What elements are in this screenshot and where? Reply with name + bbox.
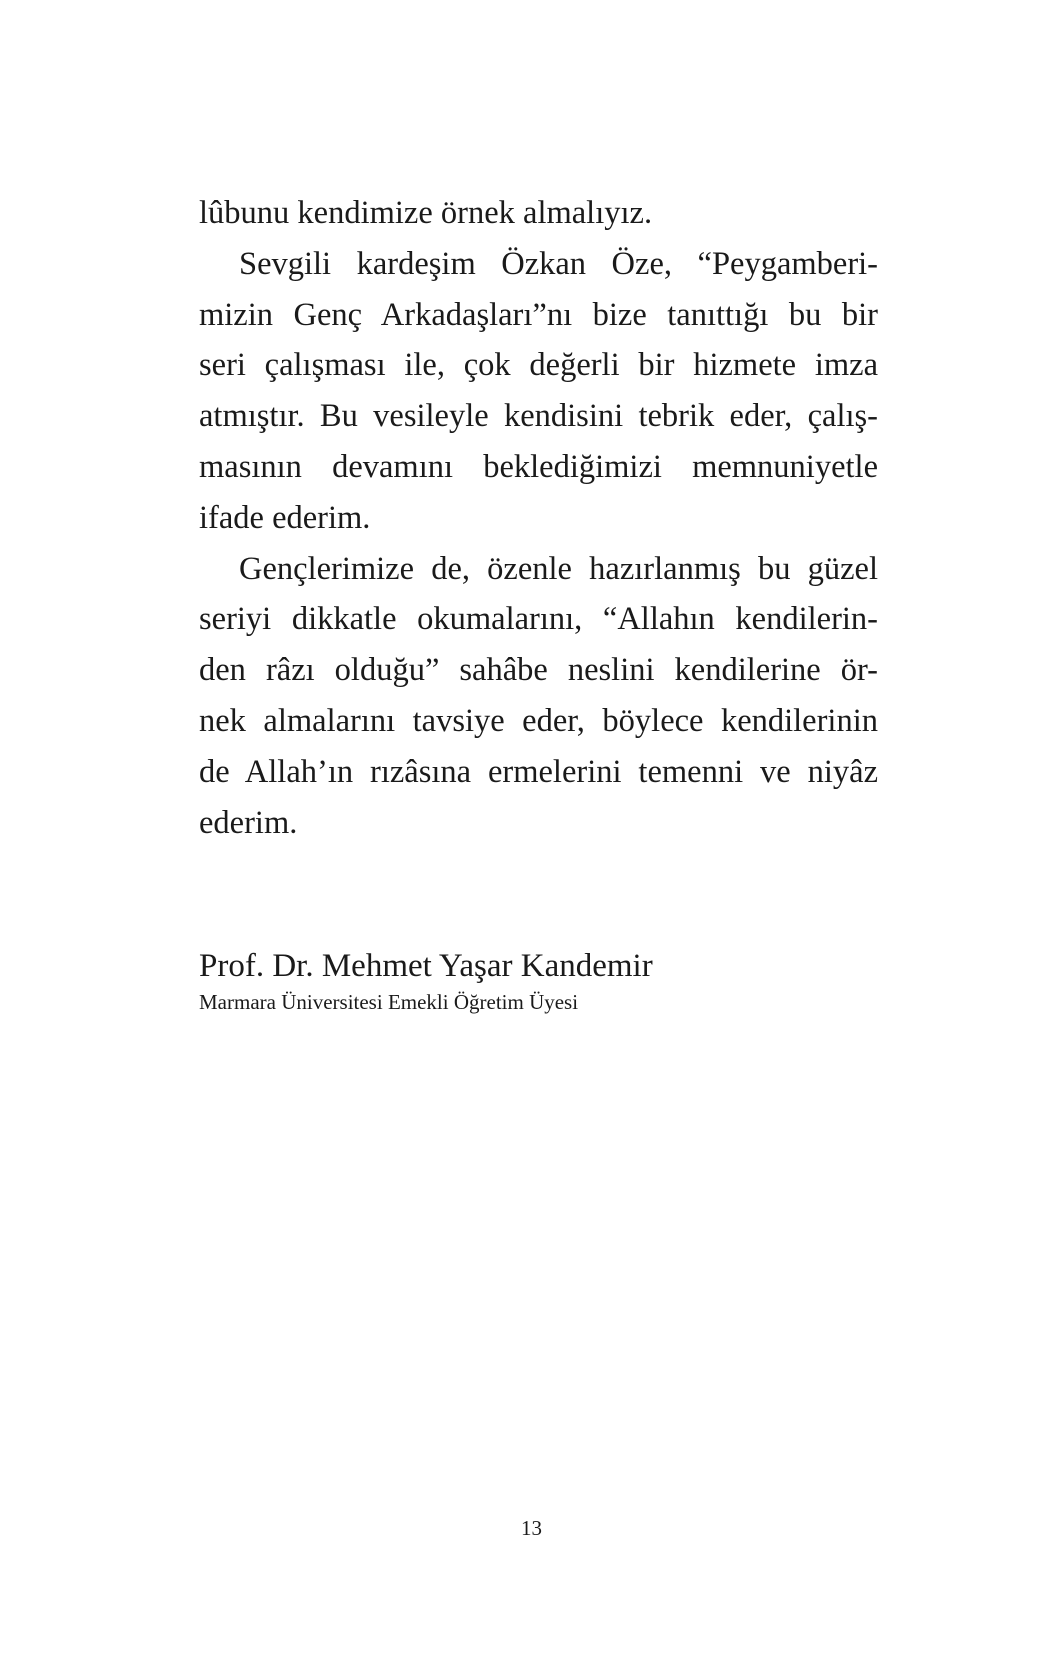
text-line: nek almalarını tavsiye eder, böylece kendilerinin [199, 702, 878, 739]
text-line: atmıştır. Bu vesileyle kendisini tebrik eder, çalış- [199, 398, 878, 435]
page-number: 13 [521, 1516, 542, 1540]
text-line: Sevgili kardeşim Özkan Öze, “Peygamberi- [239, 245, 878, 282]
text-line: de Allah’ın rızâsına ermelerini temenni ve niyâz [199, 753, 878, 790]
text-line: Gençlerimize de, özenle hazırlanmış bu güzel [239, 550, 878, 587]
text-line: ederim. [199, 804, 298, 841]
text-line: den râzı olduğu” sahâbe neslini kendilerine ör- [199, 652, 878, 689]
text-line: seri çalışması ile, çok değerli bir hizmete imza [199, 347, 878, 384]
text-line: mizin Genç Arkadaşları”nı bize tanıttığı bu bir [199, 296, 878, 333]
text-line: ifade ederim. [199, 499, 371, 536]
text-line: seriyi dikkatle okumalarını, “Allahın kendilerin- [199, 601, 878, 638]
author-title: Marmara Üniversitesi Emekli Öğretim Üyesi [199, 990, 579, 1014]
body-text [199, 188, 878, 848]
text-line: lûbunu kendimize örnek almalıyız. [199, 195, 653, 231]
signature-block [199, 946, 878, 1016]
text-line: masının devamını beklediğimizi memnuniyetle [199, 448, 878, 485]
author-name: Prof. Dr. Mehmet Yaşar Kandemir [199, 948, 653, 984]
